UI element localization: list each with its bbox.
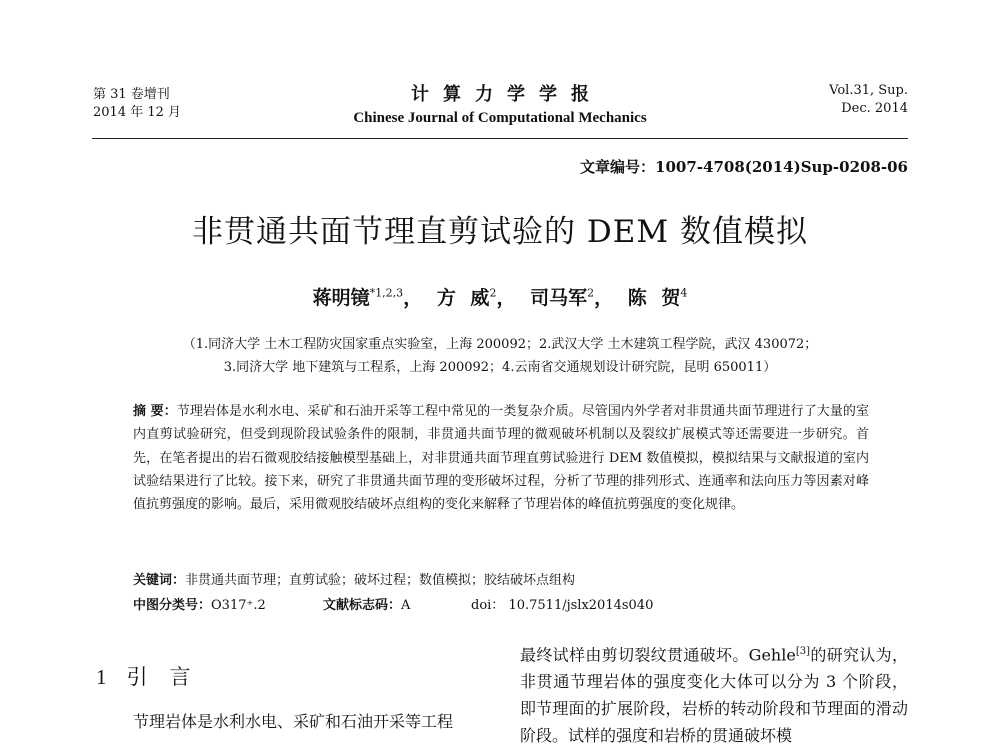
section-title: 引言 — [126, 665, 213, 689]
clc-code: 中图分类号：O317⁺.2 — [133, 598, 266, 613]
doi[interactable]: doi： 10.7511/jslx2014s040 — [471, 598, 654, 613]
article-number: 文章编号：1007-4708(2014)Sup-0208-06 — [580, 158, 908, 176]
author-list: 蒋明镜$^{*1,2,3}$， 方 威$^2$， 司马军$^2$， 陈 贺$^4$ — [312, 286, 688, 309]
keywords — [133, 569, 575, 588]
section-number: 1 — [96, 665, 109, 689]
journal-name-cn: 计算力学学报 — [411, 84, 603, 105]
author: 蒋明镜$^{*1,2,3}$ — [312, 286, 404, 309]
abstract-label: 摘 要： — [133, 404, 177, 419]
affiliation-line: （1.同济大学 土木工程防灾国家重点实验室，上海 200092；2.武汉大学 土木建筑工程学院，武汉 430072； — [182, 337, 818, 352]
header-issue-info — [829, 82, 908, 118]
body-text-left: 节理岩体是水利水电、采矿和石油开采等工程 — [133, 712, 454, 731]
header-divider — [92, 138, 908, 139]
journal-name-en: Chinese Journal of Computational Mechanics — [353, 110, 647, 126]
document-code: 文献标志码：A — [323, 598, 411, 613]
classification-line — [133, 594, 653, 613]
header-issue-date: Dec. 2014 — [841, 101, 908, 116]
header-volume: 第 31 卷增刊 — [93, 87, 170, 102]
keywords-text: 非贯通共面节理；直剪试验；破坏过程；数值模拟；胶结破坏点组构 — [185, 573, 576, 588]
section-heading — [96, 661, 213, 691]
citation-ref[interactable]: [3] — [795, 646, 810, 657]
header-vol: Vol.31, Sup. — [829, 83, 908, 98]
abstract — [133, 400, 869, 516]
author: 司马军$^2$ — [530, 286, 595, 309]
author: 方 威$^2$ — [436, 286, 497, 309]
affiliation-line: 3.同济大学 地下建筑与工程系，上海 200092；4.云南省交通规划设计研究院，昆明 650011） — [223, 360, 777, 375]
author: 陈 贺$^4$ — [627, 286, 688, 309]
paper-title: 非贯通共面节理直剪试验的 DEM 数值模拟 — [192, 214, 808, 250]
header-date: 2014 年 12 月 — [93, 105, 182, 120]
keywords-label: 关键词： — [133, 573, 186, 588]
body-text-right: 最终试样由剪切裂纹贯通破坏。Gehle[3]的研究认为，非贯通节理岩体的强度变化大体可以分为 3 个阶段，即节理面的扩展阶段，岩桥的转动阶段和节理面的滑动阶段。试样的强度和岩桥的贯通破坏模 — [520, 645, 908, 746]
abstract-text: 节理岩体是水利水电、采矿和石油开采等工程中常见的一类复杂介质。尽管国内外学者对非贯通共面节理进行了大量的室内直剪试验研究，但受到现阶段试验条件的限制，非贯通共面节理的微观破坏机制以及裂纹扩展模式等还需要进一步研究。首先，在笔者提出的岩石微观胶结接触模型基础上，对非贯通共面节理直剪试验进行 DEM 数值模拟，模拟结果与文献报道的室内试验结果进行了比较。接下来，研究了非贯通共面节理的变形破坏过程，分析了节理的排列形式、连通率和法向压力等因素对峰值抗剪强度的影响。最后，采用微观胶结破坏点组构的变化来解释了节理岩体的峰值抗剪强度的变化规律。 — [133, 404, 869, 513]
